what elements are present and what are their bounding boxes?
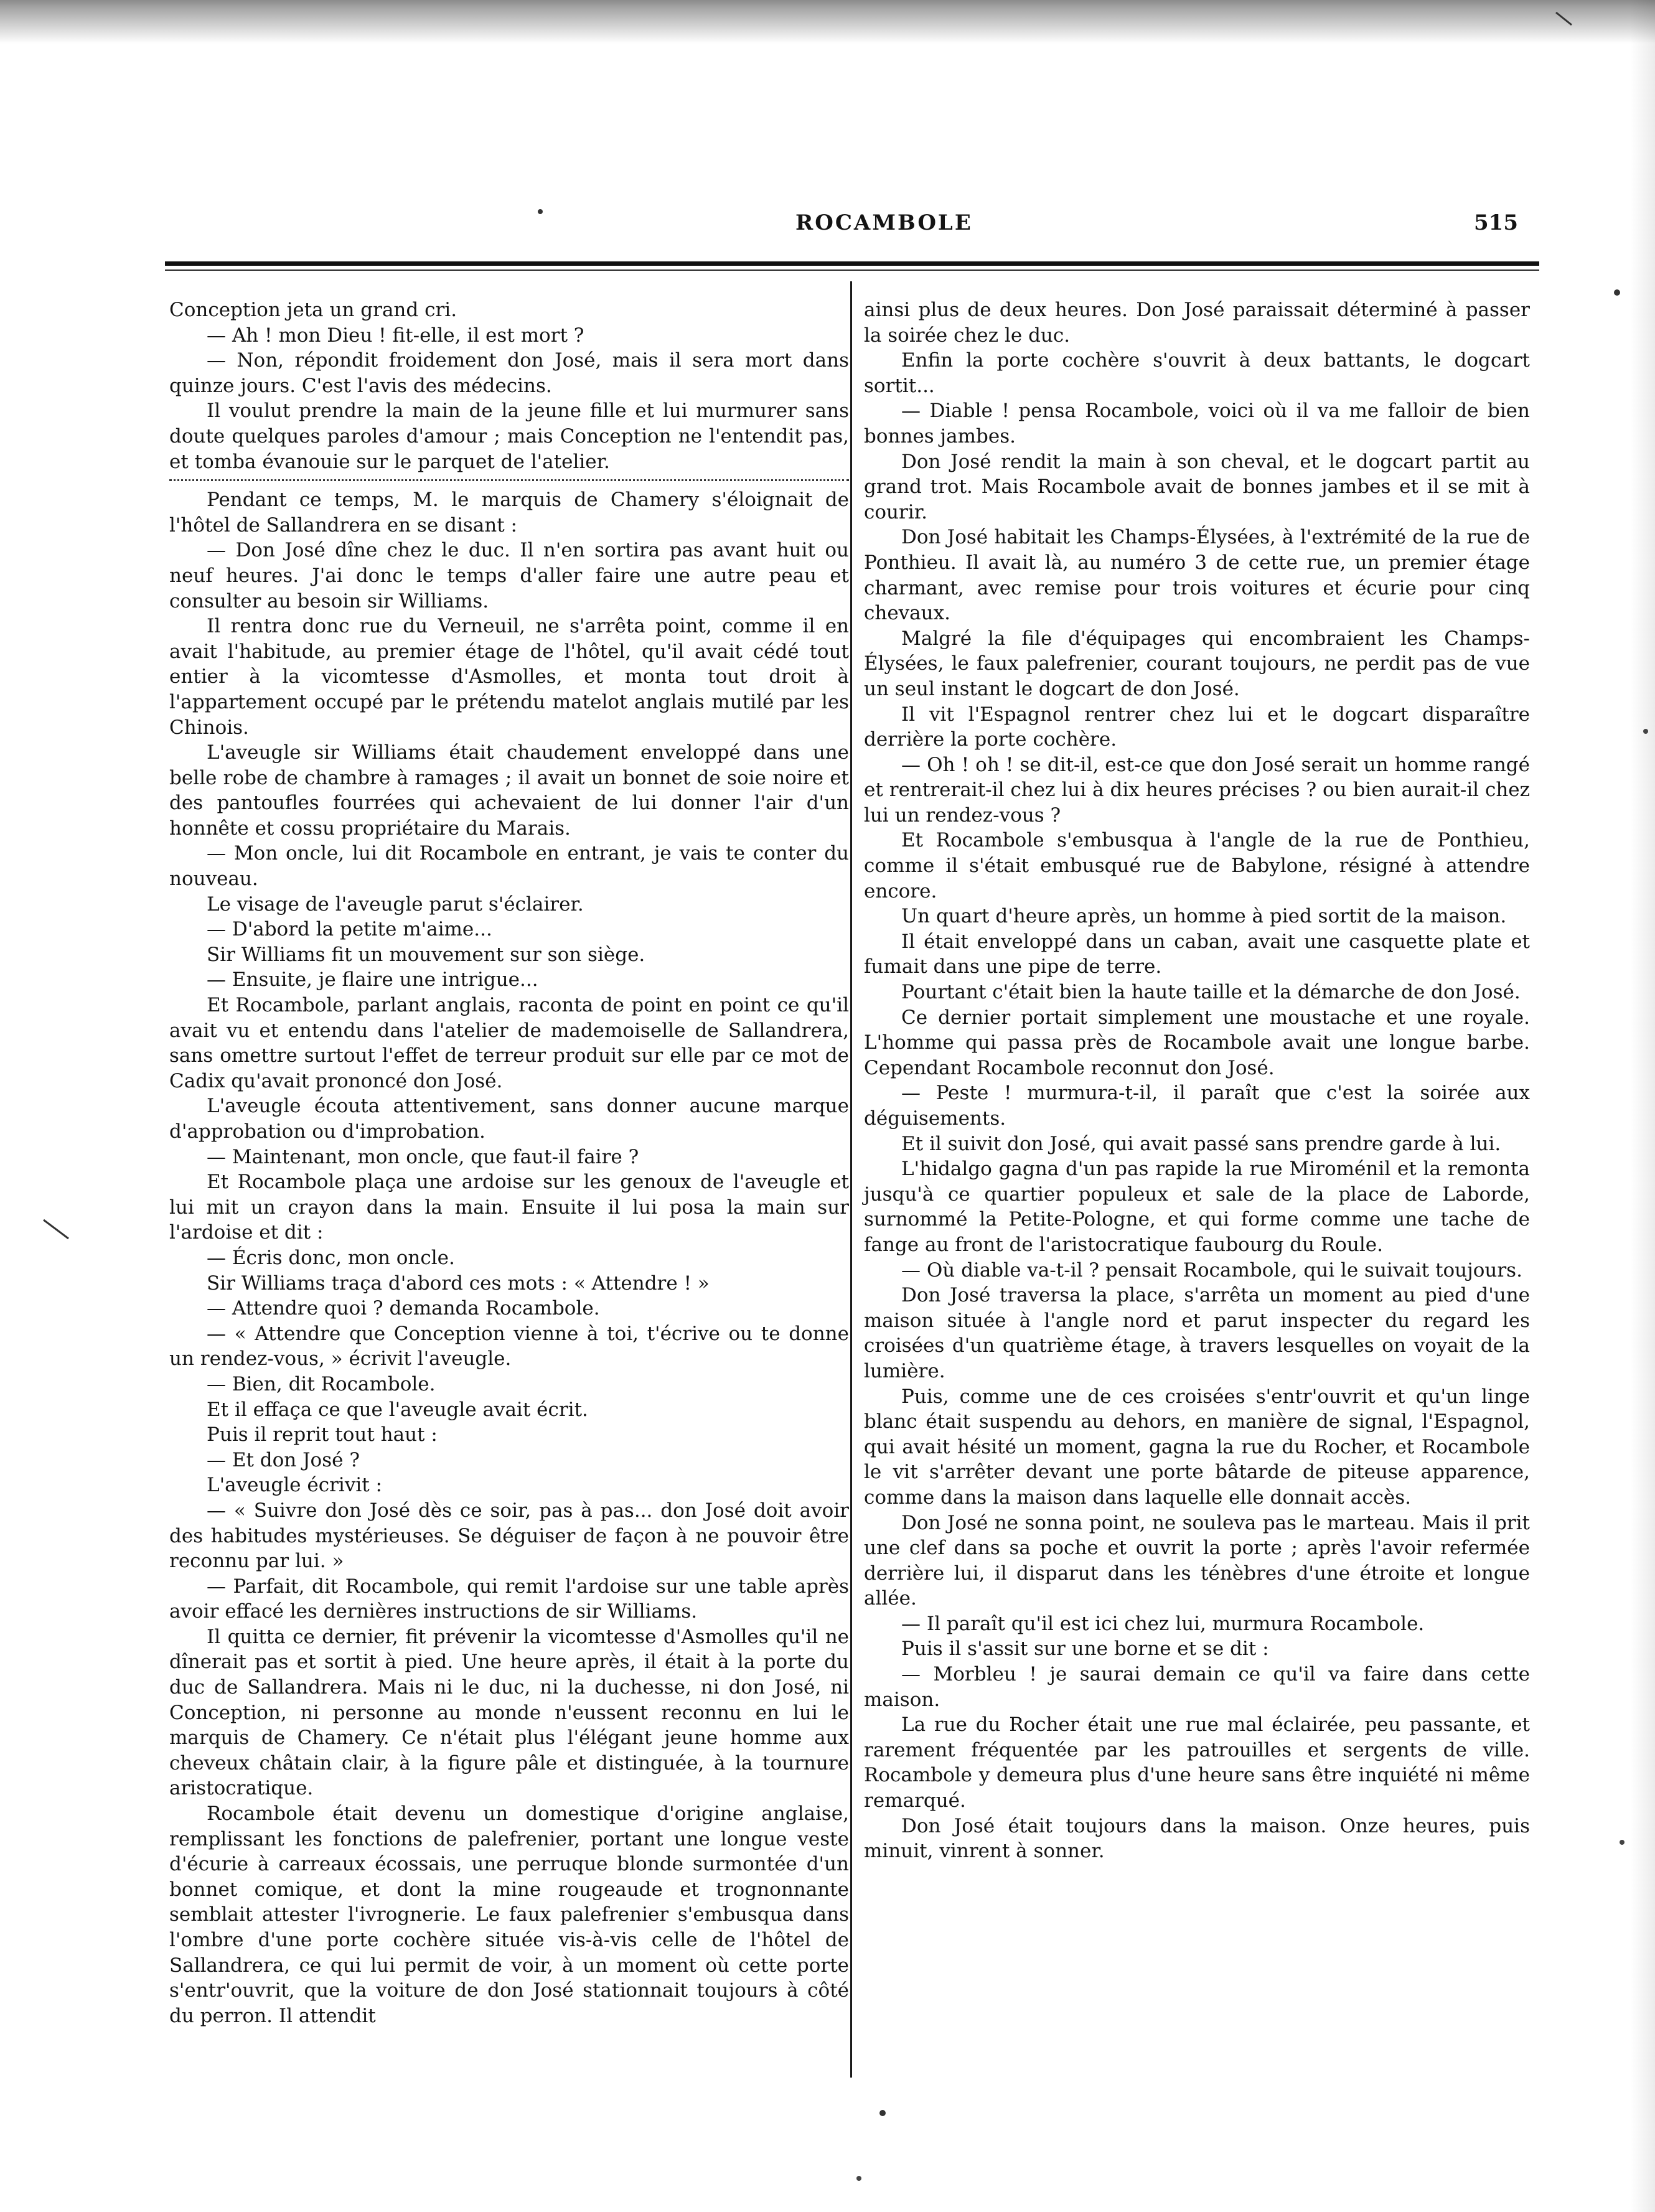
- paragraph: Don José habitait les Champs-Élysées, à l'extrémité de la rue de Ponthieu. Il avait là, au numéro 3 de cette rue, un premier étage charmant, avec remise pour trois voitures et écurie pour cinq chevaux.: [864, 526, 1530, 625]
- paragraph: Il vit l'Espagnol rentrer chez lui et le dogcart disparaître derrière la porte cochère.: [864, 703, 1530, 751]
- left-column: [169, 298, 849, 2028]
- scan-top-edge: [0, 0, 1655, 56]
- paragraph: — Oh ! oh ! se dit-il, est-ce que don José serait un homme rangé et rentrerait-il chez lui à dix heures précises ? ou bien aurait-il chez lui un rendez-vous ?: [864, 753, 1530, 827]
- paragraph: — Écris donc, mon oncle.: [207, 1246, 455, 1269]
- paragraph: Il était enveloppé dans un caban, avait une casquette plate et fumait dans une pipe de terre.: [864, 930, 1530, 978]
- paragraph: — « Attendre que Conception vienne à toi, t'écrive ou te donne un rendez-vous, » écrivit l'aveugle.: [169, 1322, 849, 1371]
- paragraph: Il quitta ce dernier, fit prévenir la vicomtesse d'Asmolles qu'il ne dînerait pas et sortit à pied. Une heure après, il était à la porte du duc de Sallandrera. Mais ni le duc, ni la duchesse, ni don José, ni Conception, ni personne au monde n'eussent reconnu en lui le marquis de Chamery. Ce n'était plus l'élégant jeune homme aux cheveux châtain clair, à la figure pâle et distinguée, à la tournure aristocratique.: [169, 1625, 849, 1800]
- paragraph: Et Rocambole, parlant anglais, raconta de point en point ce qu'il avait vu et entendu dans l'atelier de mademoiselle de Sallandrera, sans omettre surtout l'effet de terreur produit sur elle par ce mot de Cadix qu'avait prononcé don José.: [169, 994, 849, 1092]
- paragraph: — Maintenant, mon oncle, que faut-il faire ?: [207, 1145, 639, 1168]
- paragraph: Et Rocambole plaça une ardoise sur les genoux de l'aveugle et lui mit un crayon dans la main. Ensuite il lui posa la main sur l'ardoise et dit :: [169, 1171, 849, 1244]
- header-rule-thick: [165, 261, 1539, 266]
- paragraph: Le visage de l'aveugle parut s'éclairer.: [207, 893, 584, 916]
- paragraph: — Peste ! murmura-t-il, il paraît que c'est la soirée aux déguisements.: [864, 1082, 1530, 1130]
- paragraph: — Parfait, dit Rocambole, qui remit l'ardoise sur une table après avoir effacé les dernières instructions de sir Williams.: [169, 1575, 849, 1623]
- paragraph: Pendant ce temps, M. le marquis de Chamery s'éloignait de l'hôtel de Sallandrera en se disant :: [169, 489, 849, 537]
- paragraph: — Ah ! mon Dieu ! fit-elle, il est mort ?: [207, 324, 584, 347]
- paragraph: Don José traversa la place, s'arrêta un moment au pied d'une maison située à l'angle nord et parut inspecter du regard les croisées d'un quatrième étage, à travers lesquelles on voyait de la lumière.: [864, 1284, 1530, 1382]
- running-title: ROCAMBOLE: [795, 210, 973, 235]
- paragraph: Puis, comme une de ces croisées s'entr'ouvrit et qu'un linge blanc était suspendu au dehors, en manière de signal, l'Espagnol, qui avait hésité un moment, gagna la rue du Rocher, et Rocambole le vit s'arrêter devant une porte bâtarde de piteuse apparence, comme dans la maison dans laquelle elle donnait accès.: [864, 1385, 1530, 1509]
- paragraph: Sir Williams fit un mouvement sur son siège.: [207, 943, 645, 966]
- paragraph: — Don José dîne chez le duc. Il n'en sortira pas avant huit ou neuf heures. J'ai donc le temps d'aller faire une autre peau et consulter au besoin sir Williams.: [169, 539, 849, 612]
- paragraph: Conception jeta un grand cri.: [169, 299, 457, 321]
- paragraph: — Mon oncle, lui dit Rocambole en entrant, je vais te conter du nouveau.: [169, 842, 849, 891]
- paragraph: Don José était toujours dans la maison. Onze heures, puis minuit, vinrent à sonner.: [864, 1814, 1530, 1863]
- paragraph: Pourtant c'était bien la haute taille et la démarche de don José.: [901, 981, 1521, 1004]
- right-column: [864, 298, 1530, 1864]
- paragraph: — Ensuite, je flaire une intrigue...: [207, 968, 538, 991]
- paragraph: L'hidalgo gagna d'un pas rapide la rue Miroménil et la remonta jusqu'à ce quartier populeux et sale de la place de Laborde, surnommé la Petite-Pologne, et qui forme comme une tache de fange au front de l'aristocratique faubourg du Roule.: [864, 1158, 1530, 1256]
- paragraph: Enfin la porte cochère s'ouvrit à deux battants, le dogcart sortit...: [864, 349, 1530, 397]
- paragraph: La rue du Rocher était une rue mal éclairée, peu passante, et rarement fréquentée par les patrouilles et sergents de ville. Rocambole y demeura plus d'une heure sans être inquiété ni même remarqué.: [864, 1713, 1530, 1812]
- paragraph: Malgré la file d'équipages qui encombraient les Champs-Élysées, le faux palefrenier, courant toujours, ne perdit pas de vue un seul instant le dogcart de don José.: [864, 627, 1530, 700]
- paragraph: Don José ne sonna point, ne souleva pas le marteau. Mais il prit une clef dans sa poche et ouvrit la porte ; après l'avoir refermée derrière lui, il disparut dans les ténèbres d'une étroite et longue allée.: [864, 1511, 1530, 1610]
- paragraph: — Il paraît qu'il est ici chez lui, murmura Rocambole.: [901, 1612, 1425, 1635]
- paragraph: Il rentra donc rue du Verneuil, ne s'arrêta point, comme il en avait l'habitude, au premier étage de l'hôtel, qu'il avait cédé tout entier à la vicomtesse d'Asmolles, et monta tout droit à l'appartement occupé par le prétendu matelot anglais mutilé par les Chinois.: [169, 615, 849, 739]
- paragraph: Un quart d'heure après, un homme à pied sortit de la maison.: [901, 905, 1507, 928]
- column-divider: [850, 281, 852, 2078]
- paragraph: L'aveugle écrivit :: [207, 1474, 382, 1497]
- paragraph: — Non, répondit froidement don José, mais il sera mort dans quinze jours. C'est l'avis des médecins.: [169, 349, 849, 397]
- paragraph: Puis il reprit tout haut :: [207, 1423, 438, 1446]
- paragraph: — Bien, dit Rocambole.: [207, 1372, 436, 1395]
- paragraph: Puis il s'assit sur une borne et se dit :: [901, 1638, 1269, 1661]
- header-rule-thin: [165, 269, 1539, 271]
- paragraph: — « Suivre don José dès ce soir, pas à pas... don José doit avoir des habitudes mystérieuses. Se déguiser de façon à ne pouvoir être reconnu par lui. »: [169, 1499, 849, 1573]
- page-number: 515: [1474, 210, 1518, 235]
- paragraph: — Morbleu ! je saurai demain ce qu'il va faire dans cette maison.: [864, 1663, 1530, 1711]
- paragraph: Sir Williams traça d'abord ces mots : « Attendre ! »: [207, 1272, 710, 1295]
- paragraph: ainsi plus de deux heures. Don José paraissait déterminé à passer la soirée chez le duc.: [864, 299, 1530, 347]
- paragraph: Ce dernier portait simplement une moustache et une royale. L'homme qui passa près de Rocambole avait une longue barbe. Cependant Rocambole reconnut don José.: [864, 1006, 1530, 1079]
- paragraph: Rocambole était devenu un domestique d'origine anglaise, remplissant les fonctions de palefrenier, portant une longue veste d'écurie à carreaux écossais, une perruque blonde surmontée d'un bonnet comique, et dont la mine rougeaude et trognonnante semblait attester l'ivrognerie. Le faux palefrenier s'embusqua dans l'ombre d'une porte cochère située vis-à-vis celle de l'hôtel de Sallandrera, ce qui lui permit de voir, à un moment où cette porte s'entr'ouvrit, que la voiture de don José stationnait toujours à côté du perron. Il attendit: [169, 1802, 849, 2027]
- paragraph: Don José rendit la main à son cheval, et le dogcart partit au grand trot. Mais Rocambole avait de bonnes jambes et il se mit à courir.: [864, 450, 1530, 523]
- paragraph: L'aveugle sir Williams était chaudement enveloppé dans une belle robe de chambre à ramages ; il avait un bonnet de soie noire et des pantoufles fourrées qui achevaient de lui donner l'air d'un honnête et cossu propriétaire du Marais.: [169, 741, 849, 840]
- paragraph: — Et don José ?: [207, 1448, 360, 1471]
- paragraph: — Attendre quoi ? demanda Rocambole.: [207, 1297, 600, 1320]
- paragraph: Et Rocambole s'embusqua à l'angle de la rue de Ponthieu, comme il s'était embusqué rue de Babylone, résigné à attendre encore.: [864, 829, 1530, 902]
- paragraph: — Où diable va-t-il ? pensait Rocambole, qui le suivait toujours.: [901, 1258, 1522, 1282]
- paragraph: — D'abord la petite m'aime...: [207, 918, 492, 941]
- scan-right-edge: [1630, 0, 1655, 2212]
- section-separator: [169, 479, 849, 481]
- paragraph: Et il suivit don José, qui avait passé sans prendre garde à lui.: [901, 1132, 1501, 1155]
- paragraph: Et il effaça ce que l'aveugle avait écrit.: [207, 1398, 588, 1421]
- paragraph: L'aveugle écouta attentivement, sans donner aucune marque d'approbation ou d'improbation.: [169, 1095, 849, 1143]
- paragraph: Il voulut prendre la main de la jeune fille et lui murmurer sans doute quelques paroles d'amour ; mais Conception ne l'entendit pas, et tomba évanouie sur le parquet de l'atelier.: [169, 400, 849, 473]
- paragraph: — Diable ! pensa Rocambole, voici où il va me falloir de bien bonnes jambes.: [864, 400, 1530, 448]
